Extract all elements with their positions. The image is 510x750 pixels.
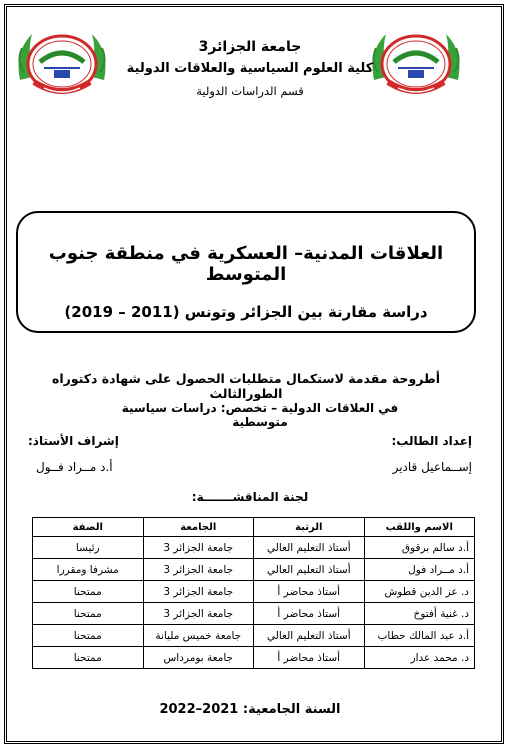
member-rank: أستاذ التعليم العالي (254, 537, 365, 559)
member-role: ممتحنا (33, 581, 144, 603)
thesis-title-box (16, 211, 476, 333)
committee-title: لجنة المناقشـــــــة: (191, 490, 309, 504)
university-logo-left (10, 22, 114, 102)
header-university: الجامعة (143, 518, 254, 537)
department-name: قسم الدراسات الدولية (196, 84, 304, 98)
faculty-name: كلية العلوم السياسية والعلاقات الدولية (126, 61, 374, 76)
table-row (33, 559, 475, 581)
student-name: إســماعيل قادير (392, 460, 472, 474)
institution-header (120, 36, 380, 102)
member-rank: أستاذ محاضر أ (254, 647, 365, 669)
table-row (33, 581, 475, 603)
table-header-row (33, 518, 475, 537)
supervisor-name: أ.د مــراد فــول (36, 460, 113, 474)
member-rank: أستاذ محاضر أ (254, 603, 365, 625)
member-name: أ.د مــراد فول (364, 559, 475, 581)
member-rank: أستاذ محاضر أ (254, 581, 365, 603)
thesis-title: العلاقات المدنية– العسكرية في منطقة جنوب المتوسط (48, 243, 444, 285)
student-label: إعداد الطالب: (391, 434, 472, 448)
member-university: جامعة الجزائر 3 (143, 537, 254, 559)
table-row (33, 647, 475, 669)
member-name: أ.د سالم برقوق (364, 537, 475, 559)
member-role: مشرفا ومقررا (33, 559, 144, 581)
member-role: ممتحنا (33, 625, 144, 647)
university-name: جامعة الجزائر3 (198, 39, 302, 55)
header-rank: الرتبة (254, 518, 365, 537)
supervisor-label: إشراف الأستاذ: (28, 434, 119, 448)
member-role: ممتحنا (33, 603, 144, 625)
member-university: جامعة الجزائر 3 (143, 581, 254, 603)
member-rank: أستاذ التعليم العالي (254, 625, 365, 647)
thesis-subtitle: دراسة مقارنة بين الجزائر وتونس (2011 – 2019) (64, 303, 428, 321)
member-name: أ.د عبد المالك حطاب (364, 625, 475, 647)
member-university: جامعة الجزائر 3 (143, 603, 254, 625)
member-role: رئيسا (33, 537, 144, 559)
member-university: جامعة خميس مليانة (143, 625, 254, 647)
member-name: د. عز الدين قطوش (364, 581, 475, 603)
member-name: د. غنية أفتوخ (364, 603, 475, 625)
specialization: في العلاقات الدولية – تخصص: دراسات سياسية متوسطية (121, 401, 399, 429)
committee-table (32, 517, 475, 669)
table-row (33, 603, 475, 625)
thesis-statement: أطروحة مقدمة لاستكمال متطلبات الحصول على شهادة دكتوراه الطورالثالث (51, 371, 441, 401)
member-role: ممتحنا (33, 647, 144, 669)
university-seal-icon (10, 22, 114, 102)
academic-year: السنة الجامعية: 2021–2022 (159, 702, 341, 717)
member-rank: أستاذ التعليم العالي (254, 559, 365, 581)
header-name: الاسم واللقب (364, 518, 475, 537)
member-university: جامعة بومرداس (143, 647, 254, 669)
table-row (33, 625, 475, 647)
header-role: الصفة (33, 518, 144, 537)
member-university: جامعة الجزائر 3 (143, 559, 254, 581)
member-name: د. محمد عدار (364, 647, 475, 669)
table-row (33, 537, 475, 559)
